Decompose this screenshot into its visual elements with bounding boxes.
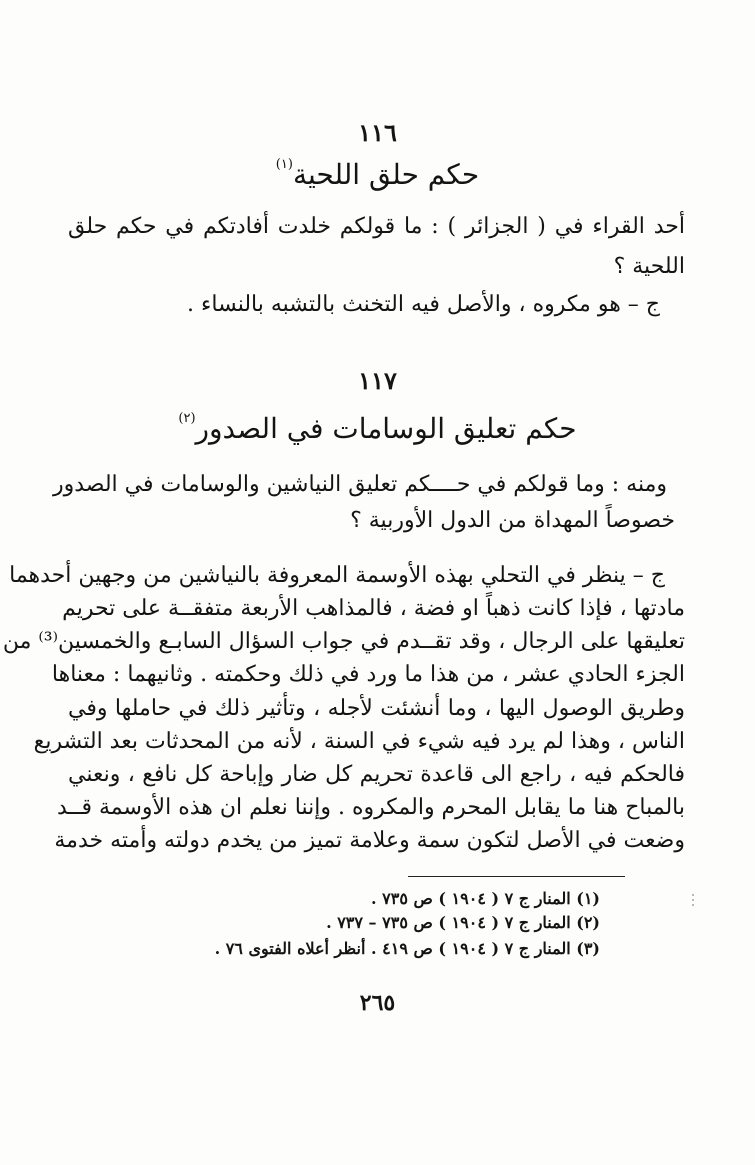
question-line: خصوصاً المهداة من الدول الأوربية ؟ <box>350 508 675 533</box>
scan-speck <box>690 893 696 907</box>
question-line: اللحية ؟ <box>613 254 685 279</box>
answer-line: بالمباح هنا ما يقابل المحرم والمكروه . وإننا نعلم ان هذه الأوسمة قــد <box>57 795 685 820</box>
answer-line: وضعت في الأصل لتكون سمة وعلامة تميز من يخدم دولته وأمته خدمة <box>54 828 685 853</box>
footnote-3: (٣) المنار ج ٧ ( ١٩٠٤ ) ص ٤١٩ . أنظر أعلاه الفتوى ٧٦ . <box>214 939 600 958</box>
answer-line: تعليقها على الرجال ، وقد تقــدم في جواب السؤال السابـع والخمسين⁽³⁾ من <box>2 629 685 654</box>
answer-line: مادتها ، فإذا كانت ذهباً او فضة ، فالمذاهب الأربعة متفقــة على تحريم <box>62 596 685 621</box>
question-line: أحد القراء في ( الجزائر ) : ما قولكم خلدت أفادتكم في حكم حلق <box>68 214 685 239</box>
answer-line: وطريق الوصول اليها ، وما أنشئت لأجله ، وتأثير ذلك في حاملها وفي <box>68 696 685 721</box>
footnote-ref-2: (٢) <box>178 410 196 426</box>
answer-line: الناس ، وهذا لم يرد فيه شيء في السنة ، لأنه من المحدثات بعد التشريع <box>33 729 685 754</box>
fatwa-number-117: ١١٧ <box>358 366 397 395</box>
footnote-divider <box>408 876 625 877</box>
footnote-ref-1: (١) <box>275 156 293 172</box>
fatwa-title-text: حكم تعليق الوسامات في الصدور <box>195 412 577 445</box>
answer-line: فالحكم فيه ، راجع الى قاعدة تحريم كل ضار وإباحة كل نافع ، ونعني <box>68 762 685 787</box>
footnote-2: (٢) المنار ج ٧ ( ١٩٠٤ ) ص ٧٣٥ – ٧٣٧ . <box>326 913 600 932</box>
answer-line: ج – هو مكروه ، والأصل فيه التخنث بالتشبه بالنساء . <box>187 292 660 317</box>
fatwa-title-text: حكم حلق اللحية <box>292 158 480 191</box>
page-number: ٢٦٥ <box>359 990 396 1016</box>
footnote-1: (١) المنار ج ٧ ( ١٩٠٤ ) ص ٧٣٥ . <box>370 889 600 908</box>
fatwa-title-116 <box>0 158 755 191</box>
fatwa-number-116: ١١٦ <box>358 118 397 147</box>
question-line: ومنه : وما قولكم في حــــكم تعليق النياشين والوسامات في الصدور <box>52 472 667 497</box>
fatwa-title-117 <box>0 412 755 445</box>
answer-line: الجزء الحادي عشر ، من هذا ما ورد في ذلك وحكمته . وثانيهما : معناها <box>51 662 685 687</box>
answer-line: ج – ينظر في التحلي بهذه الأوسمة المعروفة بالنياشين من وجهين أحدهما <box>9 563 665 588</box>
